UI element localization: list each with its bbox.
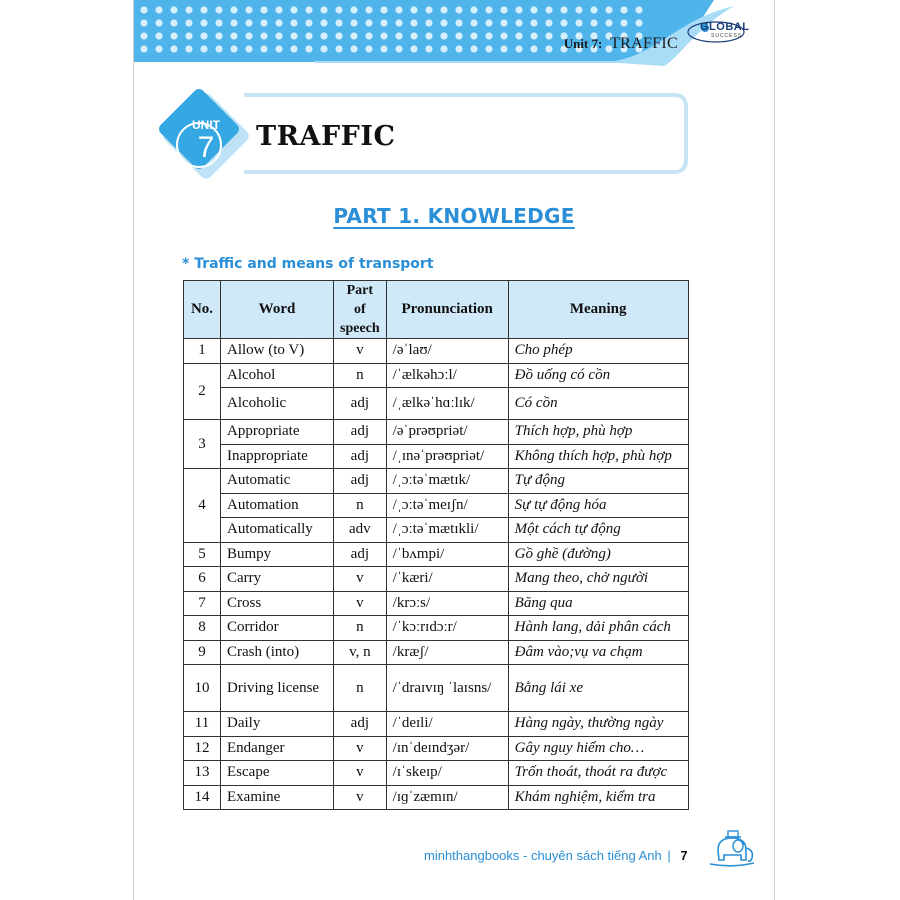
header-pronunciation: Pronunciation bbox=[386, 281, 508, 339]
cell-pos: adj bbox=[334, 444, 387, 469]
cell-meaning: Băng qua bbox=[508, 591, 688, 616]
cell-pos: v, n bbox=[334, 640, 387, 665]
header-meaning: Meaning bbox=[508, 281, 688, 339]
cell-word: Escape bbox=[221, 761, 334, 786]
cell-pronunciation: /kræʃ/ bbox=[386, 640, 508, 665]
cell-pos: n bbox=[334, 665, 387, 712]
cell-pronunciation: /ˌɔːtəˈmætɪk/ bbox=[386, 469, 508, 494]
cell-pos: v bbox=[334, 591, 387, 616]
cell-pronunciation: /ˌɔːtəˈmeɪʃn/ bbox=[386, 493, 508, 518]
table-row bbox=[184, 736, 689, 761]
cell-pronunciation: /ˈkɔːrɪdɔːr/ bbox=[386, 616, 508, 641]
page-footer bbox=[424, 848, 688, 863]
cell-pos: v bbox=[334, 339, 387, 364]
running-head-title: TRAFFIC bbox=[610, 35, 678, 52]
cell-pos: adj bbox=[334, 420, 387, 445]
cell-meaning: Hành lang, dải phân cách bbox=[508, 616, 688, 641]
logo-text: GLOBAL bbox=[700, 21, 750, 33]
elephant-mascot-icon bbox=[708, 828, 756, 868]
cell-word: Endanger bbox=[221, 736, 334, 761]
table-row bbox=[184, 665, 689, 712]
cell-no: 5 bbox=[184, 542, 221, 567]
cell-meaning: Gồ ghề (đường) bbox=[508, 542, 688, 567]
cell-pronunciation: /ˈkæri/ bbox=[386, 567, 508, 592]
cell-pronunciation: /əˈprəʊpriət/ bbox=[386, 420, 508, 445]
cell-word: Alcohol bbox=[221, 363, 334, 388]
table-row bbox=[184, 518, 689, 543]
table-row bbox=[184, 420, 689, 445]
cell-meaning: Hàng ngày, thường ngày bbox=[508, 712, 688, 737]
cell-word: Bumpy bbox=[221, 542, 334, 567]
cell-pronunciation: /ɪnˈdeɪndʒər/ bbox=[386, 736, 508, 761]
table-row bbox=[184, 363, 689, 388]
cell-pos: n bbox=[334, 363, 387, 388]
cell-pronunciation: /ˈdraɪvɪŋ ˈlaɪsns/ bbox=[386, 665, 508, 712]
cell-meaning: Khám nghiệm, kiểm tra bbox=[508, 785, 688, 810]
header-word: Word bbox=[221, 281, 334, 339]
table-row bbox=[184, 469, 689, 494]
cell-pos: n bbox=[334, 493, 387, 518]
table-row bbox=[184, 567, 689, 592]
header-part-of-speech bbox=[334, 281, 387, 339]
cell-meaning: Gây nguy hiểm cho… bbox=[508, 736, 688, 761]
cell-pos: adj bbox=[334, 388, 387, 420]
cell-meaning: Mang theo, chở người bbox=[508, 567, 688, 592]
cell-pronunciation: /ˌælkəˈhɑːlɪk/ bbox=[386, 388, 508, 420]
cell-no: 6 bbox=[184, 567, 221, 592]
table-row bbox=[184, 761, 689, 786]
cell-word: Carry bbox=[221, 567, 334, 592]
running-head-unit: Unit 7: bbox=[563, 36, 603, 51]
cell-no: 3 bbox=[184, 420, 221, 469]
cell-meaning: Tự động bbox=[508, 469, 688, 494]
header-no: No. bbox=[184, 281, 221, 339]
cell-word: Crash (into) bbox=[221, 640, 334, 665]
cell-no: 8 bbox=[184, 616, 221, 641]
cell-no: 11 bbox=[184, 712, 221, 737]
table-header-row bbox=[184, 281, 689, 339]
cell-pronunciation: /ˌɔːtəˈmætɪkli/ bbox=[386, 518, 508, 543]
cell-pronunciation: /ɪˈskeɪp/ bbox=[386, 761, 508, 786]
cell-pronunciation: /ˈælkəhɔːl/ bbox=[386, 363, 508, 388]
cell-meaning: Đâm vào;vụ va chạm bbox=[508, 640, 688, 665]
cell-no: 13 bbox=[184, 761, 221, 786]
table-row bbox=[184, 785, 689, 810]
cell-meaning: Cho phép bbox=[508, 339, 688, 364]
cell-no: 10 bbox=[184, 665, 221, 712]
section-title: * Traffic and means of transport bbox=[182, 256, 434, 272]
cell-word: Allow (to V) bbox=[221, 339, 334, 364]
cell-pos: v bbox=[334, 567, 387, 592]
cell-no: 9 bbox=[184, 640, 221, 665]
cell-no: 7 bbox=[184, 591, 221, 616]
unit-badge-number: 7 bbox=[197, 131, 215, 164]
vocabulary-table bbox=[183, 280, 689, 810]
cell-pronunciation: /ˈbʌmpi/ bbox=[386, 542, 508, 567]
cell-word: Examine bbox=[221, 785, 334, 810]
cell-pronunciation: /əˈlaʊ/ bbox=[386, 339, 508, 364]
cell-pos: v bbox=[334, 785, 387, 810]
table-row bbox=[184, 339, 689, 364]
logo-subtext: SUCCESS bbox=[711, 33, 743, 39]
table-row bbox=[184, 712, 689, 737]
cell-pos: adj bbox=[334, 542, 387, 567]
footer-publisher: minhthangbooks - chuyên sách tiếng Anh bbox=[424, 848, 662, 863]
header-pos-line2: speech bbox=[340, 321, 380, 336]
footer-separator: | bbox=[667, 848, 671, 863]
cell-meaning: Một cách tự động bbox=[508, 518, 688, 543]
unit-title-frame bbox=[134, 0, 774, 200]
part-title: PART 1. KNOWLEDGE bbox=[333, 204, 575, 228]
table-row bbox=[184, 444, 689, 469]
cell-meaning: Thích hợp, phù hợp bbox=[508, 420, 688, 445]
table-row bbox=[184, 542, 689, 567]
cell-word: Cross bbox=[221, 591, 334, 616]
cell-word: Automation bbox=[221, 493, 334, 518]
cell-word: Alcoholic bbox=[221, 388, 334, 420]
header-pos-line1: Part of bbox=[346, 283, 374, 317]
cell-no: 12 bbox=[184, 736, 221, 761]
unit-title: TRAFFIC bbox=[256, 121, 396, 152]
cell-meaning: Trốn thoát, thoát ra được bbox=[508, 761, 688, 786]
cell-pronunciation: /ˌɪnəˈprəʊpriət/ bbox=[386, 444, 508, 469]
cell-pronunciation: /ˈdeɪli/ bbox=[386, 712, 508, 737]
cell-word: Automatically bbox=[221, 518, 334, 543]
cell-pos: v bbox=[334, 736, 387, 761]
unit-badge-label: UNIT bbox=[192, 118, 220, 132]
cell-word: Corridor bbox=[221, 616, 334, 641]
cell-pos: adj bbox=[334, 712, 387, 737]
cell-pos: n bbox=[334, 616, 387, 641]
cell-no: 4 bbox=[184, 469, 221, 543]
cell-word: Appropriate bbox=[221, 420, 334, 445]
table-row bbox=[184, 616, 689, 641]
cell-meaning: Sự tự động hóa bbox=[508, 493, 688, 518]
cell-word: Daily bbox=[221, 712, 334, 737]
cell-pronunciation: /krɔːs/ bbox=[386, 591, 508, 616]
cell-no: 1 bbox=[184, 339, 221, 364]
cell-pos: adv bbox=[334, 518, 387, 543]
cell-word: Inappropriate bbox=[221, 444, 334, 469]
table-row bbox=[184, 591, 689, 616]
cell-meaning: Có cồn bbox=[508, 388, 688, 420]
cell-pronunciation: /ɪɡˈzæmɪn/ bbox=[386, 785, 508, 810]
table-row bbox=[184, 388, 689, 420]
cell-meaning: Đồ uống có cồn bbox=[508, 363, 688, 388]
cell-pos: v bbox=[334, 761, 387, 786]
table-row bbox=[184, 640, 689, 665]
cell-meaning: Bằng lái xe bbox=[508, 665, 688, 712]
cell-meaning: Không thích hợp, phù hợp bbox=[508, 444, 688, 469]
cell-no: 14 bbox=[184, 785, 221, 810]
cell-word: Automatic bbox=[221, 469, 334, 494]
table-row bbox=[184, 493, 689, 518]
cell-word: Driving license bbox=[221, 665, 334, 712]
page-number: 7 bbox=[680, 848, 688, 863]
book-page bbox=[133, 0, 775, 900]
cell-no: 2 bbox=[184, 363, 221, 420]
cell-pos: adj bbox=[334, 469, 387, 494]
